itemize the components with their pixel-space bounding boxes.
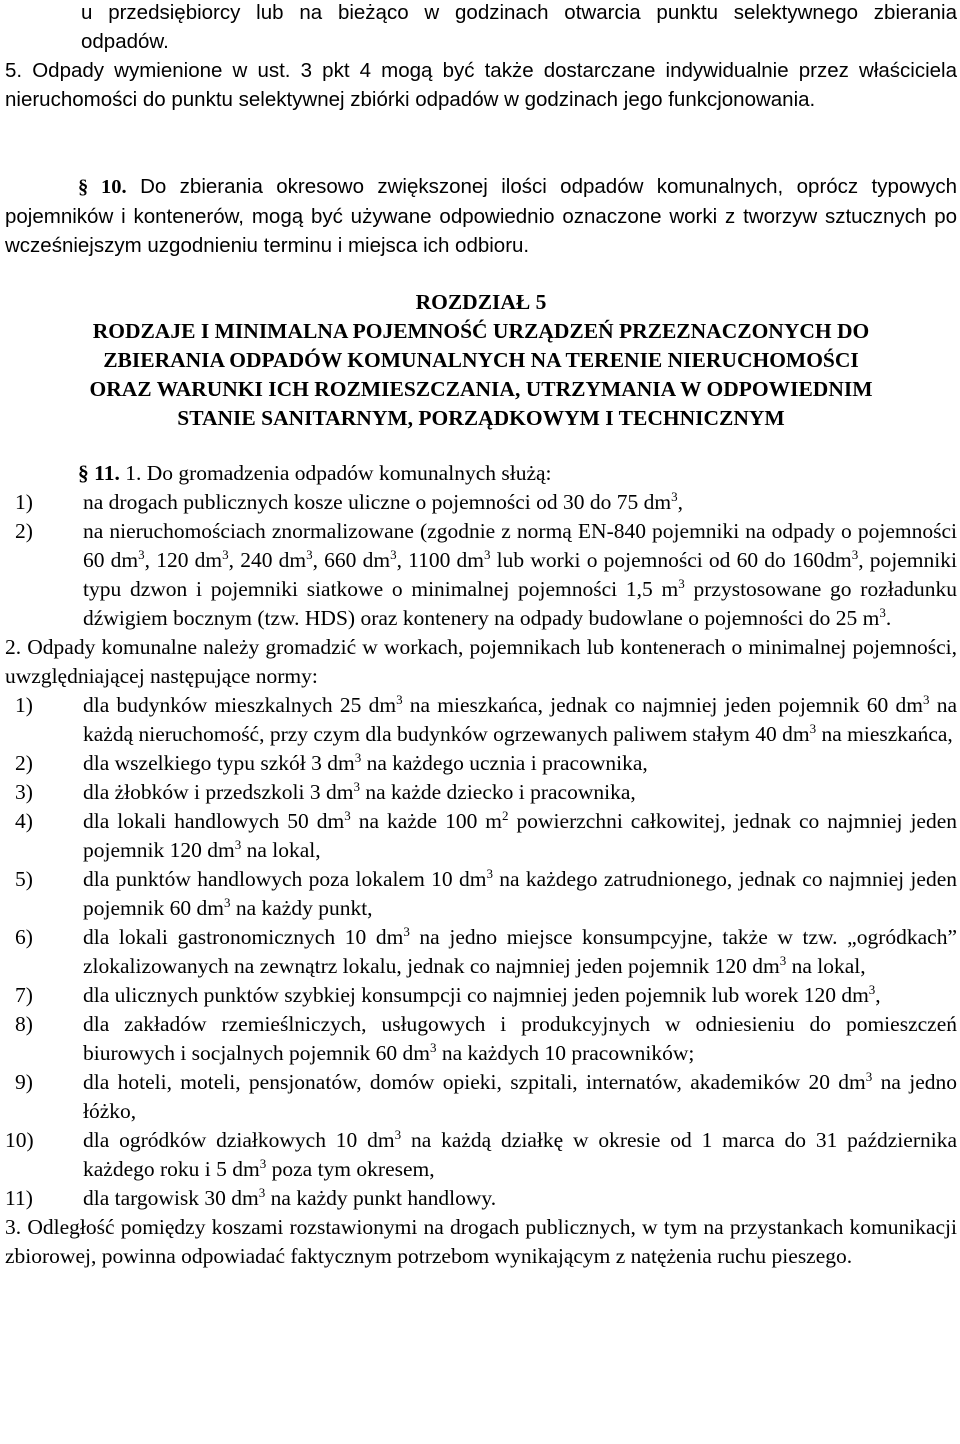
section-11-para1-lead: [5, 459, 957, 488]
list-item: 7) dla ulicznych punktów szybkiej konsumpcji co najmniej jeden pojemnik lub worek 120 $dm^3$,: [15, 982, 881, 1007]
list-item: 4) dla lokali handlowych 50 $dm^3$ na każde 100 $m^2$ powierzchni całkowitej, jednak co najmniej jeden pojemnik 120 $dm^3$ na lokal,: [15, 808, 958, 862]
chapter-title-line4: STANIE SANITARNYM, PORZĄDKOWYM I TECHNICZNYM: [177, 406, 785, 430]
section-11-number: § 11.: [78, 461, 120, 485]
section-11-para3: 3. Odległość pomiędzy koszami rozstawionymi na drogach publicznych, w tym na przystankach komunikacji zbiorowej, powinna odpowiadać faktycznym potrzebom wynikającym z natężenia ruchu pieszego.: [5, 1215, 957, 1268]
section-10-text: Do zbierania okresowo zwiększonej ilości odpadów komunalnych, oprócz typowych pojemników i kontenerów, mogą być używane odpowiednio oznaczone worki z tworzyw sztucznych po wcześniejszym uzgodnieniu terminu i miejsca ich odbioru.: [5, 175, 957, 257]
list-item: 5) dla punktów handlowych poza lokalem 10 $dm^3$ na każdego zatrudnionego, jednak co najmniej jeden pojemnik 60 $dm^3$ na każdy punkt,: [15, 866, 957, 920]
para1-lead-text: 1. Do gromadzenia odpadów komunalnych służą:: [125, 461, 552, 485]
list-item: 10) dla ogródków działkowych 10 $dm^3$ na każdą działkę w okresie od 1 marca do 31 października każdego roku i 5 $dm^3$ poza tym okresem,: [5, 1127, 957, 1181]
section-11-para2-lead: 2. Odpady komunalne należy gromadzić w workach, pojemnikach lub kontenerach o minimalnej pojemności, uwzględniającej następujące normy:: [5, 635, 957, 688]
chapter-title-line3: ORAZ WARUNKI ICH ROZMIESZCZANIA, UTRZYMANIA W ODPOWIEDNIM: [89, 377, 873, 401]
continued-text-line2: odpadów.: [81, 30, 169, 53]
list-item: 9) dla hoteli, moteli, pensjonatów, domów opieki, szpitali, internatów, akademików 20 $dm^3$ na jedno łóżko,: [15, 1069, 957, 1123]
list-item: 3) dla żłobków i przedszkoli 3 $dm^3$ na każde dziecko i pracownika,: [15, 779, 636, 804]
list-item: 1) dla budynków mieszkalnych 25 $dm^3$ na mieszkańca, jednak co najmniej jeden pojemnik 60 $dm^3$ na każdą nieruchomość, przy czym dla budynków ogrzewanych paliwem stałym 40 $dm^3$ na mieszkańca,: [15, 692, 958, 746]
list-item-text: na nieruchomościach znormalizowane (zgodnie z normą EN-840 pojemniki na odpady o pojemności 60 $dm^3$, 120 $dm^3$, 240 $dm^3$, 660 $dm^3$, 1100 $dm^3$ lub worki o pojemności od 60 do $160dm^3$, pojemniki typu dzwon i pojemniki siatkowe o minimalnej pojemności 1,5 $m^3$ przystosowane go rozładunku dźwigiem bocznym (tzw. HDS) oraz kontenery na odpady budowlane o pojemności do 25 $m^3$.: [83, 519, 957, 630]
section-10-number: § 10.: [78, 176, 127, 198]
chapter-number: ROZDZIAŁ 5: [415, 290, 547, 314]
list-item: 6) dla lokali gastronomicznych 10 $dm^3$ na jedno miejsce konsumpcyjne, także w tzw. „ogródkach” zlokalizowanych na zewnątrz lokalu, jednak co najmniej jeden pojemnik 120 $dm^3$ na lokal,: [15, 924, 957, 978]
section-11: [5, 459, 957, 1271]
chapter-title-line2: ZBIERANIA ODPADÓW KOMUNALNYCH NA TERENIE NIERUCHOMOŚCI: [103, 348, 859, 372]
section-10: [5, 172, 957, 260]
list-item-number: 1): [15, 490, 33, 514]
list-item-text: na drogach publicznych kosze uliczne o pojemności od 30 do 75 $dm^3$,: [83, 489, 683, 514]
list-item-number: 2): [15, 519, 33, 543]
list-item: [5, 488, 957, 517]
chapter-title-line1: RODZAJE I MINIMALNA POJEMNOŚĆ URZĄDZEŃ PRZEZNACZONYCH DO: [92, 319, 870, 343]
list-item: 8) dla zakładów rzemieślniczych, usługowych i produkcyjnych w odniesieniu do pomieszczeń biurowych i socjalnych pojemnik 60 $dm^3$ na każdych 10 pracowników;: [15, 1012, 957, 1065]
chapter-heading: [5, 288, 957, 433]
list-item: 11) dla targowisk 30 $dm^3$ na każdy punkt handlowy.: [5, 1185, 497, 1210]
list-item: [5, 517, 957, 633]
list-item: 2) dla wszelkiego typu szkół 3 $dm^3$ na każdego ucznia i pracownika,: [15, 750, 648, 775]
continued-text-line1: u przedsiębiorcy lub na bieżąco w godzinach otwarcia punktu selektywnego zbierania: [81, 1, 957, 24]
paragraph-5: 5. Odpady wymienione w ust. 3 pkt 4 mogą być także dostarczane indywidualnie przez właściciela nieruchomości do punktu selektywnej zbiórki odpadów w godzinach jego funkcjonowania.: [5, 59, 957, 111]
